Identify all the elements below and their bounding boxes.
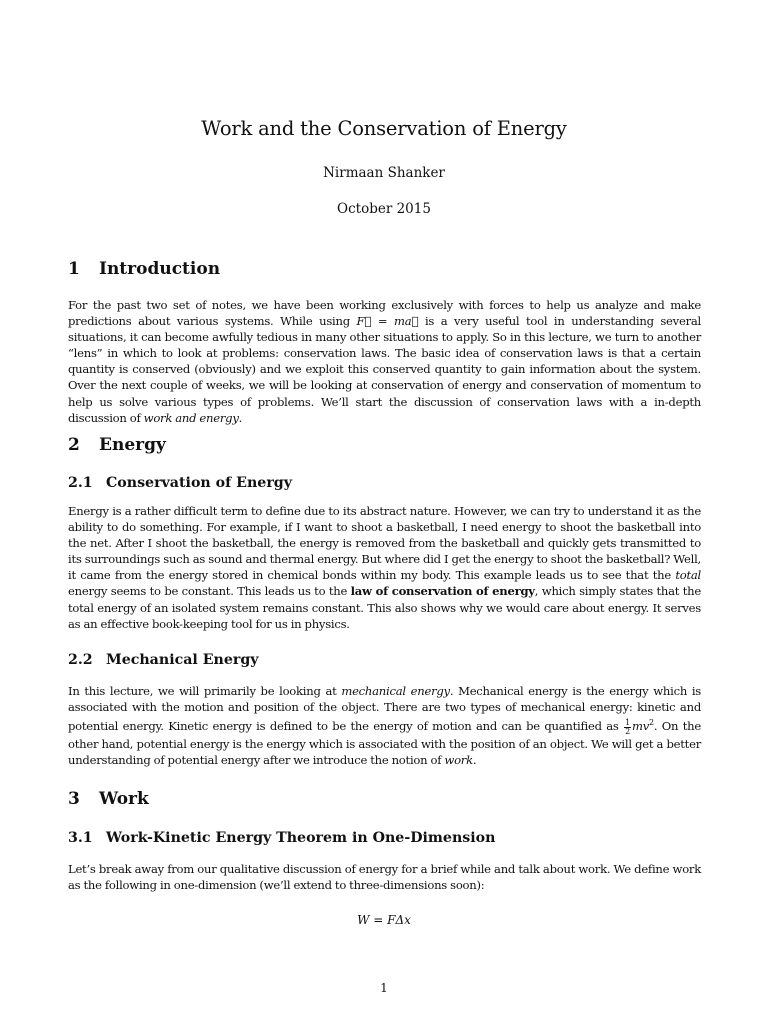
emphasis-text: work: [444, 752, 473, 767]
bold-term: law of conservation of energy: [350, 584, 535, 599]
paragraph-mechanical-energy: [68, 683, 701, 768]
math-inline: F⃗ = ma⃗: [356, 314, 419, 329]
section-heading-energy: [68, 435, 166, 455]
equation-work: W = FΔx: [357, 913, 411, 927]
text-run: .: [238, 410, 243, 425]
emphasis-text: mechanical energy: [341, 684, 450, 698]
fraction-numerator: 1: [625, 717, 630, 727]
text-run: Let’s break away from our qualitative discussion of energy for a brief while and talk about work. We define work as the following in one-dimension (we’ll extend to three-dimensions soon):: [68, 862, 701, 893]
section-number: 2: [68, 435, 80, 455]
fraction-denominator: 2: [625, 726, 630, 736]
section-heading-work: [68, 789, 149, 809]
subsection-heading-conservation-of-energy: [68, 475, 292, 491]
math-inline: mv: [631, 719, 650, 734]
section-number: 3: [68, 789, 80, 809]
text-run: is a very useful tool in understanding several situations, it can become awfully tedious in many other situations to apply. So in this lecture, we turn to another “lens” in which to look at problems: conservation laws. The basic idea of conservation laws is that a certain quantity is conserved (obviously) and we exploit this conserved quantity to gain information about the system. Over the next couple of weeks, we will be looking at conservation of energy and conservation of momentum to help us solve various types of problems. We’ll start the discussion of conservation laws with a in-depth discussion of: [68, 314, 701, 425]
text-run: For the past two set of notes, we have been working exclusively with forces to help us analyze and make predictions about various systems. While using: [68, 298, 701, 329]
math-exponent: 2: [649, 718, 654, 728]
subsection-number: 2.1: [68, 475, 93, 491]
page-number: 1: [380, 981, 388, 995]
paper-title: Work and the Conservation of Energy: [201, 117, 567, 140]
text-run: Energy is a rather difficult term to define due to its abstract nature. However, we can try to understand it as the ability to do something. For example, if I want to shoot a basketball, I need energy to shoot the basketball into the net. After I shoot the basketball, the energy is removed from the basketball and quickly gets transmitted to its surroundings such as sound and thermal energy. But where did I get the energy to shoot the basketball? Well, it came from the energy stored in chemical bonds within my body. This example leads us to see that the: [68, 504, 701, 583]
paragraph-introduction: [68, 297, 701, 426]
text-run: , which simply states that the total energy of an isolated system remains constant. This also shows why we would care about energy. It serves as an effective book-keeping tool for us in physics.: [68, 584, 701, 631]
paper-date: October 2015: [337, 201, 431, 217]
subsection-title: Conservation of Energy: [106, 475, 292, 491]
text-run: In this lecture, we will primarily be looking at: [68, 684, 342, 698]
paper-author: Nirmaan Shanker: [323, 165, 445, 181]
section-title: Introduction: [99, 259, 221, 279]
section-title: Energy: [99, 435, 166, 455]
emphasis-text: total: [675, 568, 701, 583]
paragraph-conservation-of-energy: [68, 503, 701, 632]
subsection-number: 3.1: [68, 830, 93, 846]
section-number: 1: [68, 259, 80, 279]
text-run: .: [472, 752, 477, 767]
text-run: . On the other hand, potential energy is the energy which is associated with the position of an object. We will get a better understanding of potential energy after we introduce the notion of: [68, 719, 701, 767]
text-run: energy seems to be constant. This leads us to the: [68, 584, 351, 599]
subsection-number: 2.2: [68, 652, 93, 668]
section-title: Work: [99, 789, 149, 809]
subsection-title: Work-Kinetic Energy Theorem in One-Dimension: [106, 830, 496, 846]
text-run: . Mechanical energy is the energy which is associated with the motion and position of the object. There are two types of mechanical energy: kinetic and potential energy. Kinetic energy is defined to be the energy of motion and can be quantified as: [68, 684, 701, 734]
subsection-heading-mechanical-energy: [68, 652, 259, 668]
subsection-heading-work-kinetic-energy-theorem: [68, 830, 495, 846]
subsection-title: Mechanical Energy: [106, 652, 259, 668]
section-heading-introduction: [68, 259, 220, 279]
emphasis-text: work and energy: [143, 410, 239, 425]
fraction-half: [624, 719, 631, 736]
paragraph-work-definition: [68, 861, 701, 893]
